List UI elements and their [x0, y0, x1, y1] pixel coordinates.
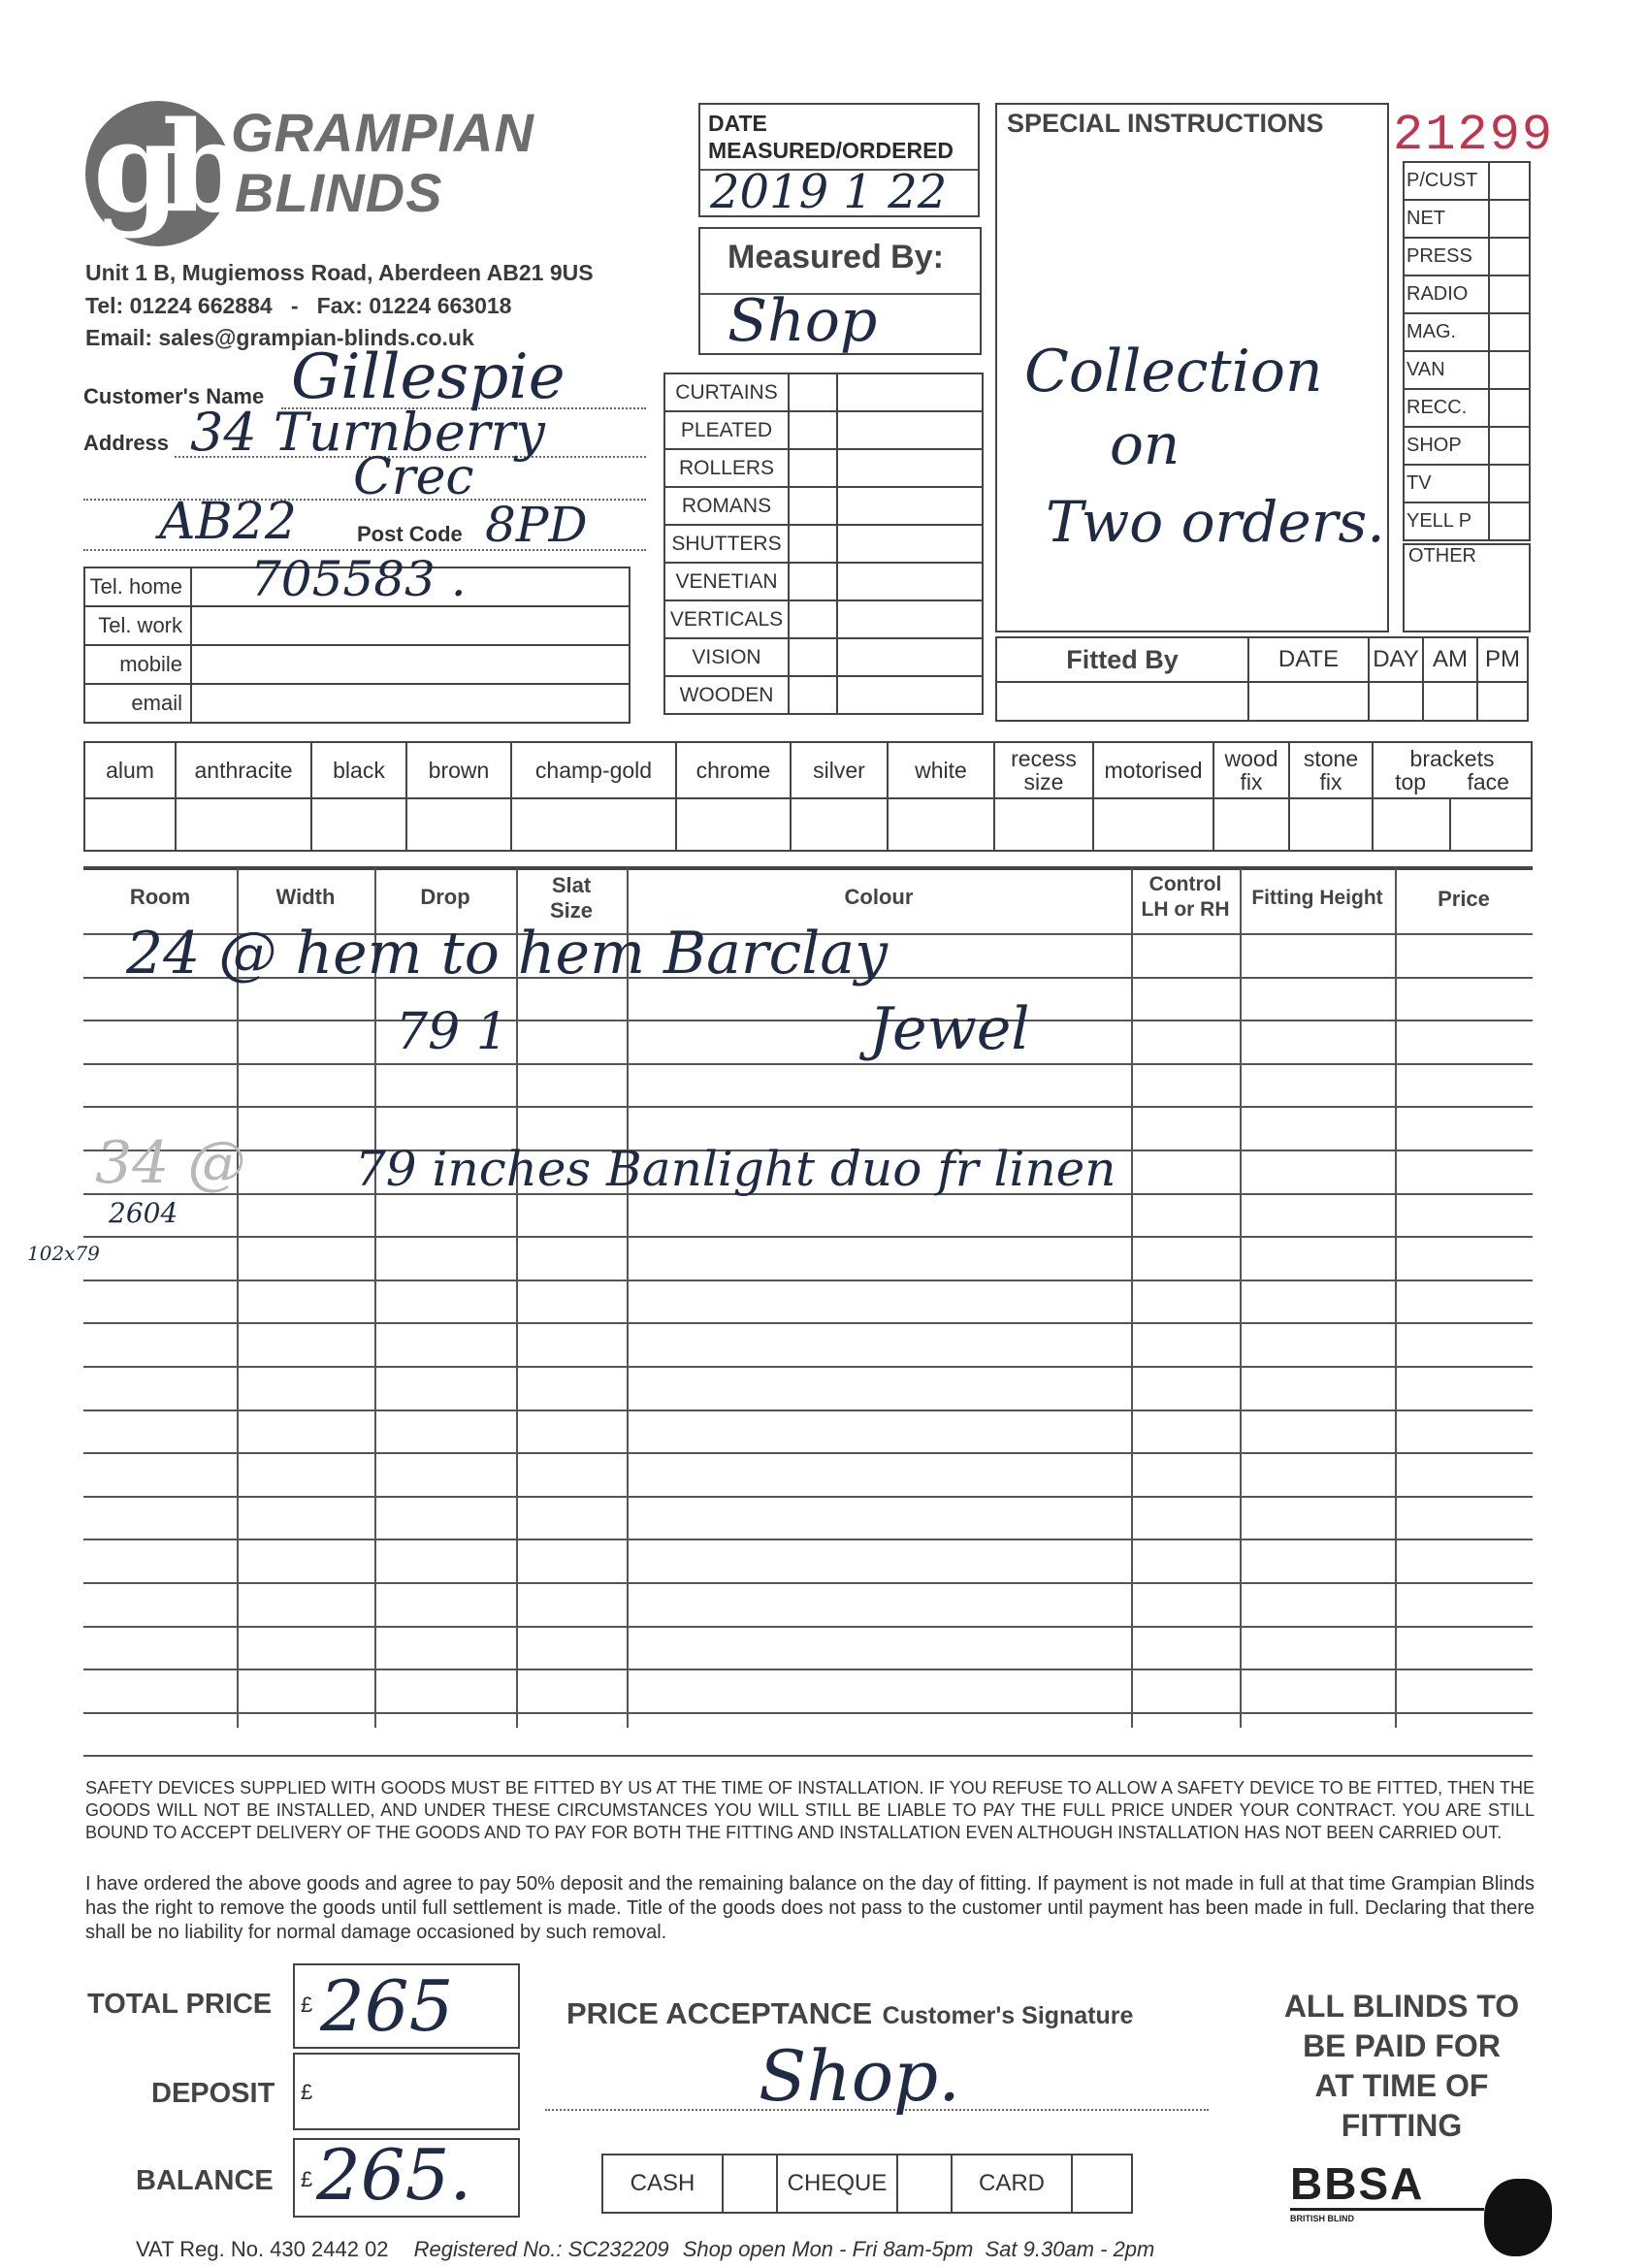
special-instructions-line2[interactable]: on [1110, 411, 1180, 477]
source-check[interactable] [1489, 200, 1530, 238]
fitted-am-label: AM [1433, 646, 1468, 672]
deposit-box [293, 2053, 520, 2130]
address-value-line1[interactable]: 34 Turnberry [190, 402, 545, 463]
fitted-by-table [995, 636, 1529, 722]
product-type-check[interactable] [789, 638, 837, 676]
product-type-note[interactable] [837, 487, 983, 525]
opt-alum: alum [106, 757, 154, 783]
date-value[interactable]: 2019 1 22 [710, 165, 948, 219]
opt-recess: recess [1011, 746, 1077, 771]
product-type-label: ROLLERS [678, 456, 775, 479]
col-room: Room [129, 885, 191, 909]
special-instructions-label: SPECIAL INSTRUCTIONS [1007, 109, 1324, 138]
product-type-check[interactable] [789, 676, 837, 714]
logo-text: gb [93, 95, 232, 241]
logo-mark [85, 95, 232, 246]
item-row-line [83, 1366, 1533, 1368]
product-type-note[interactable] [837, 411, 983, 449]
fitted-by-label: Fitted By [1066, 644, 1179, 674]
customer-signature-label: Customer's Signature [882, 2002, 1134, 2029]
payment-cheque: CHEQUE [787, 2170, 888, 2196]
source-label: MAG. [1406, 321, 1457, 342]
total-currency: £ [301, 1993, 313, 2017]
product-type-check[interactable] [789, 373, 837, 411]
balance-box [293, 2134, 520, 2218]
source-label: SHOP [1406, 435, 1462, 456]
special-instructions-line3[interactable]: Two orders. [1046, 489, 1385, 555]
postcode-value[interactable]: 8PD [485, 497, 588, 553]
product-type-label: SHUTTERS [671, 532, 782, 555]
source-check[interactable] [1489, 465, 1530, 502]
product-type-note[interactable] [837, 600, 983, 638]
opt-chrome: chrome [695, 757, 771, 783]
col-drop: Drop [420, 885, 470, 909]
opt-brown: brown [428, 757, 490, 783]
date-label-line1: DATE [708, 111, 767, 136]
item-row-line [83, 1452, 1533, 1454]
product-type-check[interactable] [789, 600, 837, 638]
footer-hours: Shop open Mon - Fri 8am-5pm Sat 9.30am - 2pm [682, 2237, 1155, 2261]
tel-home-label: Tel. home [89, 574, 182, 599]
agreement-terms: I have ordered the above goods and agree to pay 50% deposit and the remaining balance on the day of fitting. If payment is not made in full at that time Grampian Blinds has the right to remove the goods until full settlement is made. Title of the goods does not pass to the customer until payment has been made in full. Declaring that there shall be no liability for normal damage occasioned by such removal. [85, 1873, 1535, 1943]
source-check[interactable] [1489, 502, 1530, 540]
measured-by-box [698, 227, 982, 355]
address-value-line3[interactable]: AB22 [159, 493, 297, 551]
opt-brackets: brackets [1409, 746, 1495, 771]
source-label: PRESS [1406, 245, 1472, 267]
source-table [1403, 161, 1531, 541]
price-acceptance [566, 1996, 1133, 2031]
payment-notice-line2: BE PAID FOR [1303, 2028, 1501, 2063]
item-row-line [83, 1496, 1533, 1498]
item-row-line [83, 1539, 1533, 1540]
item-row-line [83, 1322, 1533, 1324]
customer-name-label: Customer's Name [83, 384, 265, 408]
opt-alum-check[interactable] [84, 798, 176, 851]
date-box [698, 103, 980, 217]
fitted-day-value[interactable] [1369, 682, 1423, 721]
opt-brackets-top: top [1395, 769, 1427, 794]
product-type-note[interactable] [837, 563, 983, 600]
product-type-label: VENETIAN [675, 569, 778, 593]
source-check[interactable] [1489, 389, 1530, 427]
total-price-box [293, 1963, 520, 2049]
product-type-note[interactable] [837, 373, 983, 411]
source-label: VAN [1406, 359, 1445, 380]
product-type-check[interactable] [789, 525, 837, 563]
measured-by-value[interactable]: Shop [728, 287, 878, 355]
opt-black-check[interactable] [311, 798, 406, 851]
source-check[interactable] [1489, 351, 1530, 389]
contact-table [83, 551, 630, 724]
signature-value[interactable]: Shop. [759, 2035, 961, 2117]
product-type-check[interactable] [789, 411, 837, 449]
brand-phone: Tel: 01224 662884 - Fax: 01224 663018 [85, 293, 512, 318]
item-row-line [83, 1582, 1533, 1584]
opt-stone: stone [1303, 746, 1359, 771]
item-row-line [83, 1280, 1533, 1281]
opt-wood-check[interactable] [1213, 798, 1289, 851]
product-type-label: VISION [692, 645, 761, 668]
opt-stone-check[interactable] [1289, 798, 1373, 851]
balance-currency: £ [301, 2167, 313, 2191]
tel-work-label: Tel. work [98, 613, 182, 637]
postcode-label: Post Code [357, 522, 463, 546]
opt-white: white [915, 757, 967, 783]
product-type-note[interactable] [837, 676, 983, 714]
address-value-line2[interactable]: Crec [353, 448, 474, 506]
special-instructions-line1[interactable]: Collection [1024, 338, 1323, 405]
item-row-line [83, 1063, 1533, 1065]
fitted-date-label: DATE [1277, 646, 1340, 672]
source-check[interactable] [1489, 427, 1530, 465]
col-fitting-height: Fitting Height [1251, 887, 1383, 909]
source-check[interactable] [1489, 313, 1530, 351]
options-table [83, 741, 1533, 852]
product-type-label: PLEATED [680, 418, 773, 441]
tel-home-value[interactable]: 705583 . [250, 551, 467, 607]
payment-cash: CASH [630, 2170, 695, 2196]
payment-cheque-check[interactable] [897, 2155, 952, 2213]
source-label: RADIO [1406, 283, 1469, 305]
item-line-2a[interactable]: 79 1 [396, 1003, 508, 1061]
opt-stone-fix: fix [1319, 769, 1342, 794]
total-price-label: TOTAL PRICE [87, 1989, 273, 2020]
product-type-check[interactable] [789, 563, 837, 600]
opt-top-check[interactable] [1373, 798, 1450, 851]
col-price: Price [1438, 887, 1490, 911]
deposit-currency: £ [301, 2080, 313, 2104]
opt-champ-gold-check[interactable] [511, 798, 676, 851]
item-row-line [83, 1669, 1533, 1670]
item-line-3b[interactable]: 79 inches Banlight duo fr linen [355, 1141, 1116, 1197]
brand-address: Unit 1 B, Mugiemoss Road, Aberdeen AB21 9US [85, 260, 594, 285]
product-type-note[interactable] [837, 449, 983, 487]
source-label-other: OTHER [1408, 545, 1476, 567]
bbsa-mark: BBSA [1290, 2158, 1425, 2209]
item-row-line [83, 1626, 1533, 1628]
payment-card: CARD [978, 2170, 1045, 2196]
item-line-3a[interactable]: 34 @ [95, 1129, 246, 1197]
opt-black: black [333, 757, 385, 783]
fitted-day-label: DAY [1373, 646, 1419, 672]
item-row-line [83, 1236, 1533, 1238]
col-control: Control [1148, 873, 1222, 895]
item-line-2b[interactable]: Jewel [869, 995, 1030, 1063]
safety-terms: SAFETY DEVICES SUPPLIED WITH GOODS MUST BE FITTED BY US AT THE TIME OF INSTALLATION. IF YOU REFUSE TO ALLOW A SAFETY DEVICE TO BE FITTED, THEN THE GOODS WILL NOT BE INSTALLED, AND UNDER THESE CIRCUMSTANCES YOU WILL STILL BE LIABLE TO PAY THE FULL PRICE UNDER YOUR CONTRACT. YOU ARE STILL BOUND TO ACCEPT DELIVERY OF THE GOODS AND TO PAY FOR BOTH THE FITTING AND INSTALLATION EVEN ALTHOUGH INSTALLATION HAS NOT BEEN CARRIED OUT. [85, 1778, 1535, 1842]
balance-value[interactable]: 265. [316, 2134, 472, 2216]
balance-label: BALANCE [136, 2165, 274, 2196]
opt-recess-size: size [1023, 769, 1064, 794]
total-price-value[interactable]: 265 [320, 1965, 454, 2047]
date-label-line2: MEASURED/ORDERED [708, 138, 954, 163]
payment-notice-line1: ALL BLINDS TO [1283, 1989, 1520, 2024]
opt-silver-check[interactable] [791, 798, 888, 851]
opt-brown-check[interactable] [406, 798, 511, 851]
footer-reg: Registered No.: SC232209 [413, 2237, 669, 2261]
opt-chrome-check[interactable] [676, 798, 791, 851]
item-row-line [83, 1712, 1533, 1714]
product-type-label: VERTICALS [669, 607, 784, 631]
source-label: P/CUST [1406, 170, 1478, 191]
opt-anthracite: anthracite [194, 757, 293, 783]
payment-notice-line3: AT TIME OF [1314, 2068, 1489, 2103]
col-slat: Slat [551, 873, 592, 897]
footer [136, 2237, 1154, 2262]
item-row-line [83, 1020, 1533, 1021]
opt-white-check[interactable] [888, 798, 994, 851]
opt-motorised-check[interactable] [1093, 798, 1213, 851]
source-label: YELL P [1406, 510, 1472, 532]
mobile-label: mobile [119, 652, 182, 676]
payment-method-table [601, 2154, 1133, 2214]
product-type-label: ROMANS [681, 494, 772, 517]
opt-recess-check[interactable] [994, 798, 1093, 851]
payment-notice [1251, 1987, 1552, 2146]
payment-notice-line4: FITTING [1341, 2108, 1463, 2143]
opt-wood: wood [1224, 746, 1278, 771]
opt-silver: silver [813, 757, 865, 783]
price-acceptance-label: PRICE ACCEPTANCE [566, 1996, 873, 2030]
source-check[interactable] [1489, 238, 1530, 275]
fitted-pm-value[interactable] [1477, 682, 1528, 721]
product-type-table [663, 373, 984, 715]
opt-face-check[interactable] [1450, 798, 1532, 851]
source-label: TV [1406, 472, 1432, 494]
payment-cash-check[interactable] [723, 2155, 777, 2213]
brand-name-line1: GRAMPIAN [231, 102, 534, 163]
footer-vat: VAT Reg. No. 430 2442 02 [136, 2237, 389, 2261]
ink-blot [1484, 2179, 1552, 2256]
brand-name-line2: BLINDS [235, 162, 443, 223]
customer-name-value[interactable]: Gillespie [291, 341, 566, 413]
source-label: NET [1406, 208, 1445, 229]
product-type-label: CURTAINS [675, 380, 778, 404]
product-type-note[interactable] [837, 638, 983, 676]
col-control-side: LH or RH [1141, 898, 1230, 921]
email-label: email [131, 691, 182, 715]
opt-anthracite-check[interactable] [176, 798, 311, 851]
product-type-label: WOODEN [679, 683, 774, 706]
product-type-note[interactable] [837, 525, 983, 563]
fitted-pm-label: PM [1485, 646, 1520, 672]
special-instructions-box [995, 103, 1389, 632]
opt-motorised: motorised [1104, 757, 1203, 783]
order-number: 21299 [1393, 107, 1555, 164]
fitted-by-value[interactable] [996, 682, 1248, 721]
item-line-4[interactable]: 2604 [109, 1197, 178, 1229]
measured-by-label: Measured By: [728, 239, 944, 275]
fitted-am-value[interactable] [1423, 682, 1477, 721]
source-check[interactable] [1489, 275, 1530, 313]
col-colour: Colour [844, 885, 914, 909]
item-row-line [83, 1755, 1533, 1757]
opt-brackets-face: face [1467, 769, 1509, 794]
item-row-line [83, 1409, 1533, 1411]
fitted-date-value[interactable] [1248, 682, 1369, 721]
deposit-label: DEPOSIT [151, 2078, 275, 2109]
item-row-line [83, 1106, 1533, 1108]
item-line-1[interactable]: 24 @ hem to hem Barclay [126, 920, 889, 988]
margin-note: 102x79 [27, 1242, 100, 1265]
address-label: Address [83, 431, 170, 455]
payment-card-check[interactable] [1072, 2155, 1132, 2213]
source-check[interactable] [1489, 162, 1530, 200]
product-type-check[interactable] [789, 449, 837, 487]
bbsa-sub: BRITISH BLIND [1290, 2214, 1354, 2223]
col-slat-size: Size [549, 898, 594, 923]
brand-email: Email: sales@grampian-blinds.co.uk [85, 325, 474, 350]
opt-wood-fix: fix [1240, 769, 1263, 794]
source-label: RECC. [1406, 397, 1468, 418]
col-width: Width [275, 885, 336, 909]
product-type-check[interactable] [789, 487, 837, 525]
opt-champ-gold: champ-gold [534, 757, 653, 783]
